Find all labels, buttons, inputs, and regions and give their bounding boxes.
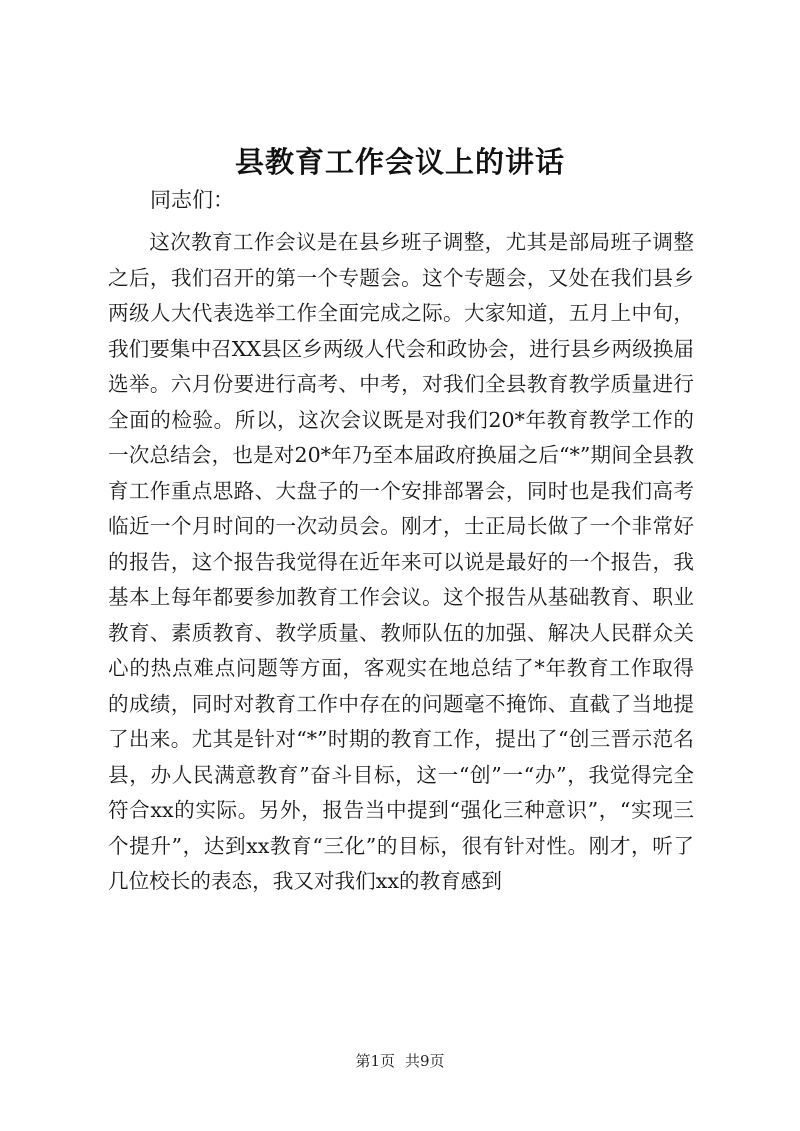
- page-total: 共9页: [405, 1052, 445, 1070]
- body-paragraph: 这次教育工作会议是在县乡班子调整，尤其是部局班子调整之后，我们召开的第一个专题会。这个专题会，又处在我们县乡两级人大代表选举工作全面完成之际。大家知道，五月上中旬，我们要集中召XX县区乡两级人代会和政协会，进行县乡两级换届选举。六月份要进行高考、中考，对我们全县教育教学质量进行全面的检验。所以，这次会议既是对我们20*年教育教学工作的一次总结会，也是对20*年乃至本届政府换届之后“*”期间全县教育工作重点思路、大盘子的一个安排部署会，同时也是我们高考临近一个月时间的一次动员会。刚才，士正局长做了一个非常好的报告，这个报告我觉得在近年来可以说是最好的一个报告，我基本上每年都要参加教育工作会议。这个报告从基础教育、职业教育、素质教育、教学质量、教师队伍的加强、解决人民群众关心的热点难点问题等方面，客观实在地总结了*年教育工作取得的成绩，同时对教育工作中存在的问题毫不掩饰、直截了当地提了出来。尤其是针对“*”时期的教育工作，提出了“创三晋示范名县，办人民满意教育”奋斗目标，这一“创”一“办”，我觉得完全符合xx的实际。另外，报告当中提到“强化三种意识”，“实现三个提升”，达到xx教育“三化”的目标，很有针对性。刚才，听了几位校长的表态，我又对我们xx的教育感到: [108, 230, 694, 893]
- greeting-text: 同志们：: [150, 188, 234, 212]
- page-footer: [0, 1050, 800, 1071]
- page-title: 县教育工作会议上的讲话: [234, 145, 565, 179]
- page-number: 第1页: [355, 1052, 395, 1070]
